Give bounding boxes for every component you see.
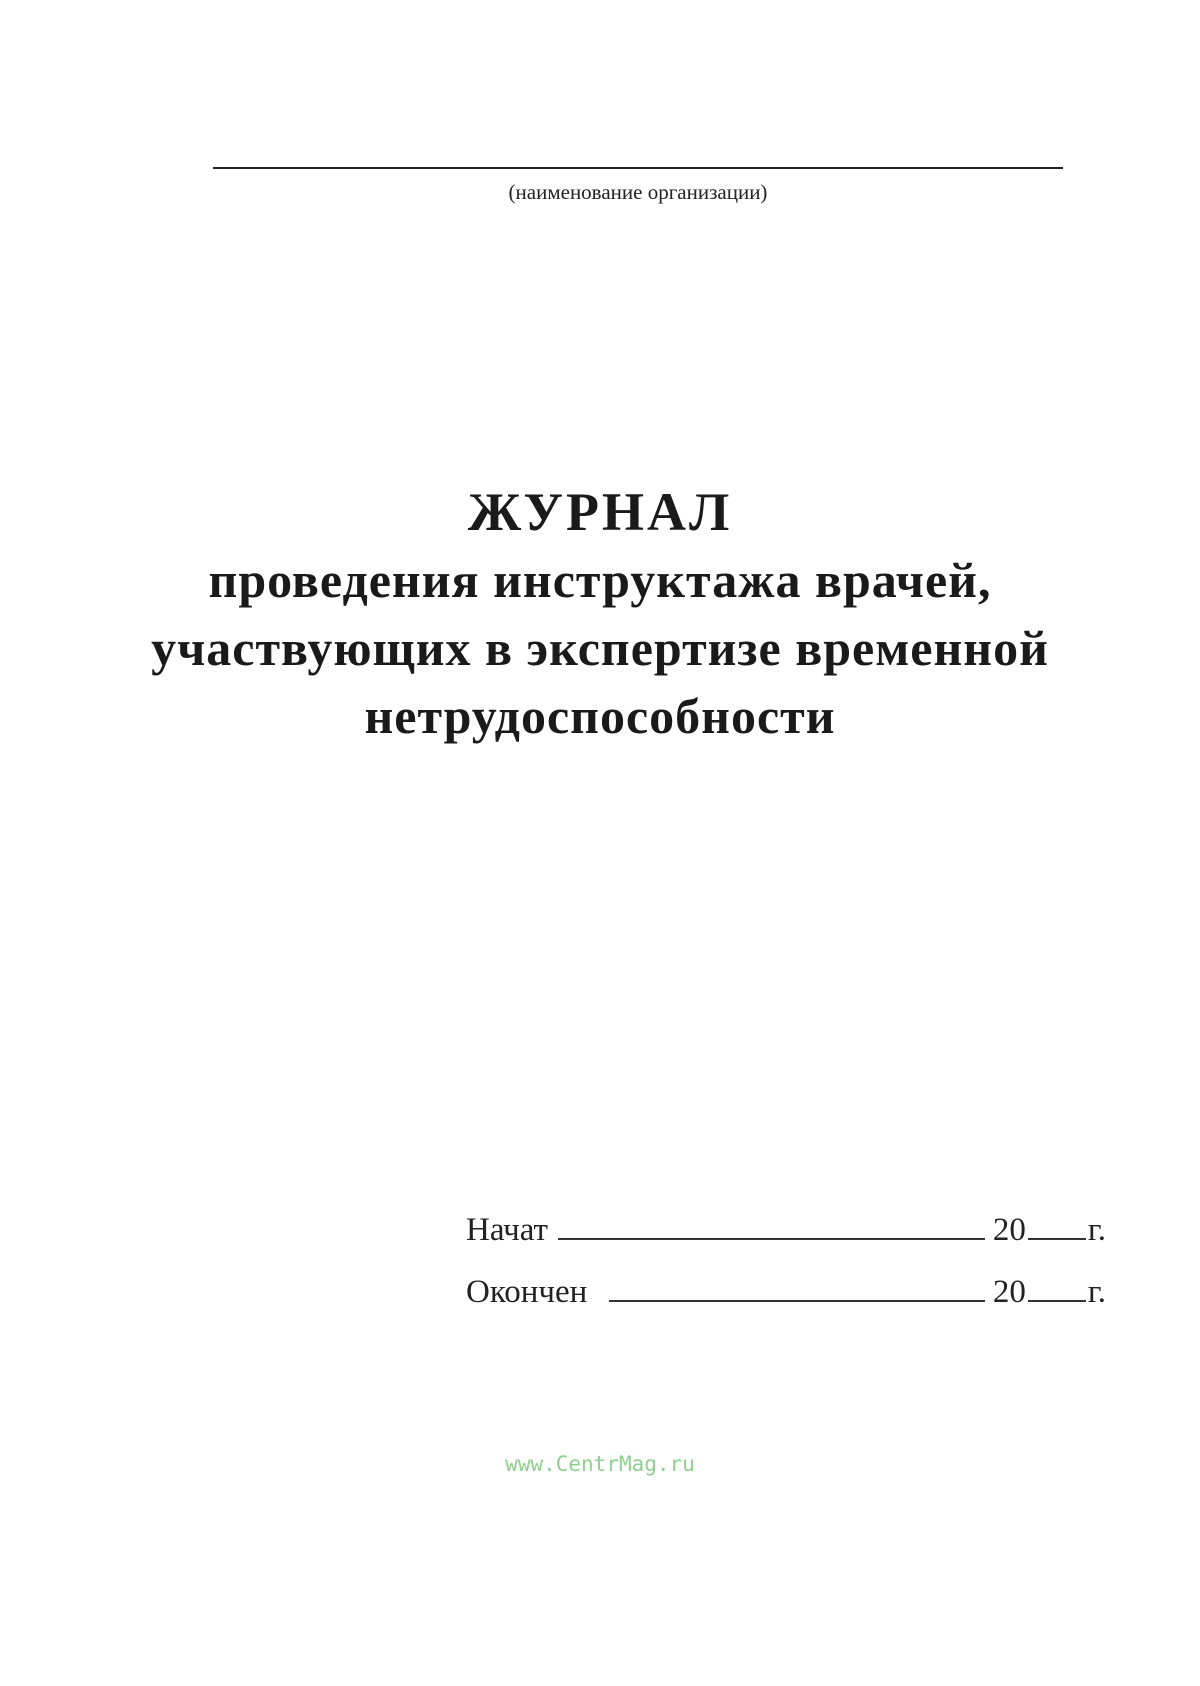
journal-subtitle-line-3: нетрудоспособности [364,688,836,744]
organization-name-caption: (наименование организации) [508,180,768,204]
finished-year-blank [1028,1276,1086,1302]
journal-subtitle-line-2: участвующих в экспертизе временной [151,620,1049,676]
finished-date-blank [609,1276,985,1302]
finished-year-prefix: 20 [992,1274,1026,1310]
journal-subtitle-line-1: проведения инструктажа врачей, [208,552,992,608]
finished-date-row [466,1274,1106,1336]
journal-title: ЖУРНАЛ [467,482,733,542]
started-date-row [466,1212,1106,1274]
watermark: www.CentrMag.ru [505,1452,695,1476]
journal-title-block [60,478,1140,750]
started-label: Начат [466,1212,548,1248]
journal-dates [466,1212,1106,1336]
started-year-suffix: г. [1087,1212,1106,1248]
started-date-blank [558,1214,985,1240]
finished-year-suffix: г. [1087,1274,1106,1310]
organization-name-line [213,167,1063,169]
finished-label: Окончен [466,1274,588,1310]
started-year-prefix: 20 [992,1212,1026,1248]
started-year-blank [1028,1214,1086,1240]
